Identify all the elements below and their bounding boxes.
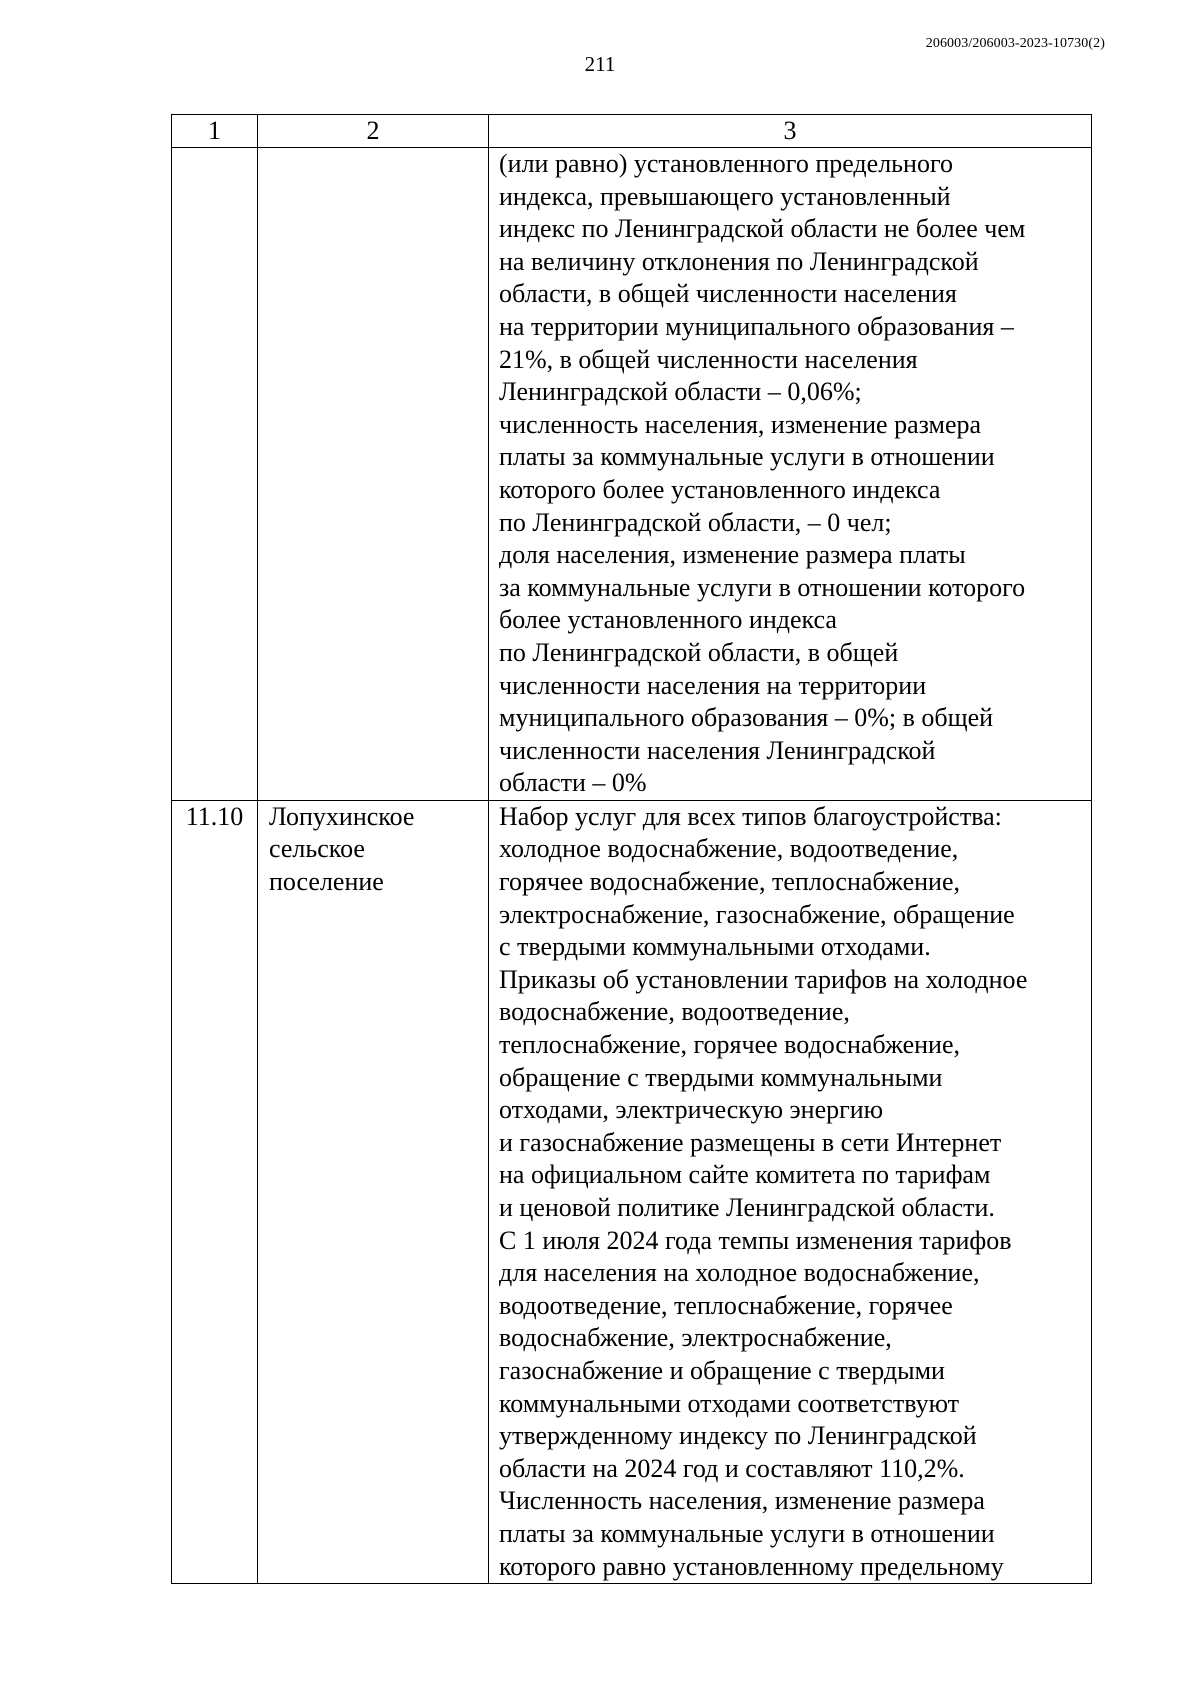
- text-line: электроснабжение, газоснабжение, обращение: [499, 899, 1015, 929]
- description-cell: [489, 148, 1092, 801]
- column-header-2: 2: [258, 115, 489, 148]
- text-line: на официальном сайте комитета по тарифам: [499, 1160, 991, 1190]
- page-number: 211: [584, 52, 616, 76]
- settlement-name-cell: [258, 800, 489, 1583]
- text-line: более установленного индекса: [499, 605, 837, 635]
- settlement-name-cell: [258, 148, 489, 801]
- text-line: Набор услуг для всех типов благоустройства:: [499, 801, 1002, 831]
- row-number-cell: [172, 148, 258, 801]
- text-line: обращение с твердыми коммунальными: [499, 1062, 943, 1092]
- description-cell: [489, 800, 1092, 1583]
- text-line: Численность населения, изменение размера: [499, 1486, 985, 1516]
- table-row-11-10: [172, 800, 1092, 1583]
- text-line: водоснабжение, водоотведение,: [499, 997, 850, 1027]
- text-line: на территории муниципального образования –: [499, 311, 1014, 341]
- text-line: численности населения Ленинградской: [499, 735, 936, 765]
- text-line: численность населения, изменение размера: [499, 409, 982, 439]
- text-line: с твердыми коммунальными отходами.: [499, 932, 931, 962]
- text-line: доля населения, изменение размера платы: [499, 540, 966, 570]
- text-line: за коммунальные услуги в отношении которого: [499, 572, 1026, 602]
- text-line: горячее водоснабжение, теплоснабжение,: [499, 867, 961, 897]
- text-line: отходами, электрическую энергию: [499, 1095, 884, 1125]
- text-line: которого более установленного индекса: [499, 474, 941, 504]
- text-line: коммунальными отходами соответствуют: [499, 1388, 960, 1418]
- text-line: и газоснабжение размещены в сети Интернет: [499, 1127, 1002, 1157]
- text-line: утвержденному индексу по Ленинградской: [499, 1421, 977, 1451]
- text-line: водоснабжение, электроснабжение,: [499, 1323, 892, 1353]
- text-line: теплоснабжение, горячее водоснабжение,: [499, 1030, 961, 1060]
- text-line: Лопухинское: [269, 801, 415, 831]
- text-line: (или равно) установленного предельного: [499, 149, 953, 178]
- text-line: по Ленинградской области, – 0 чел;: [499, 507, 892, 537]
- text-line: области на 2024 год и составляют 110,2%.: [499, 1453, 965, 1483]
- table-row-continuation: [172, 148, 1092, 801]
- text-line: сельское: [269, 834, 365, 864]
- text-line: платы за коммунальные услуги в отношении: [499, 442, 995, 472]
- column-header-3: 3: [489, 115, 1092, 148]
- data-table: [171, 114, 1092, 1584]
- text-line: водоотведение, теплоснабжение, горячее: [499, 1290, 953, 1320]
- text-line: платы за коммунальные услуги в отношении: [499, 1518, 995, 1548]
- text-line: индекса, превышающего установленный: [499, 181, 951, 211]
- text-line: области, в общей численности населения: [499, 279, 957, 309]
- text-line: Приказы об установлении тарифов на холодное: [499, 964, 1028, 994]
- column-header-1: 1: [172, 115, 258, 148]
- text-line: для населения на холодное водоснабжение,: [499, 1258, 980, 1288]
- text-line: численности населения на территории: [499, 670, 927, 700]
- text-line: индекс по Ленинградской области не более чем: [499, 214, 1026, 244]
- text-line: поселение: [269, 867, 384, 897]
- text-line: газоснабжение и обращение с твердыми: [499, 1355, 945, 1385]
- text-line: 21%, в общей численности населения: [499, 344, 918, 374]
- document-id: 206003/206003-2023-10730(2): [925, 36, 1105, 51]
- text-line: на величину отклонения по Ленинградской: [499, 246, 979, 276]
- text-line: холодное водоснабжение, водоотведение,: [499, 834, 959, 864]
- text-line: Ленинградской области – 0,06%;: [499, 377, 862, 407]
- row-number-cell: 11.10: [172, 800, 258, 1583]
- table-header-row: [172, 115, 1092, 148]
- text-line: области – 0%: [499, 768, 647, 798]
- text-line: муниципального образования – 0%; в общей: [499, 703, 994, 733]
- text-line: которого равно установленному предельному: [499, 1551, 1004, 1581]
- text-line: по Ленинградской области, в общей: [499, 637, 899, 667]
- text-line: и ценовой политике Ленинградской области.: [499, 1193, 995, 1222]
- text-line: С 1 июля 2024 года темпы изменения тарифов: [499, 1225, 1012, 1255]
